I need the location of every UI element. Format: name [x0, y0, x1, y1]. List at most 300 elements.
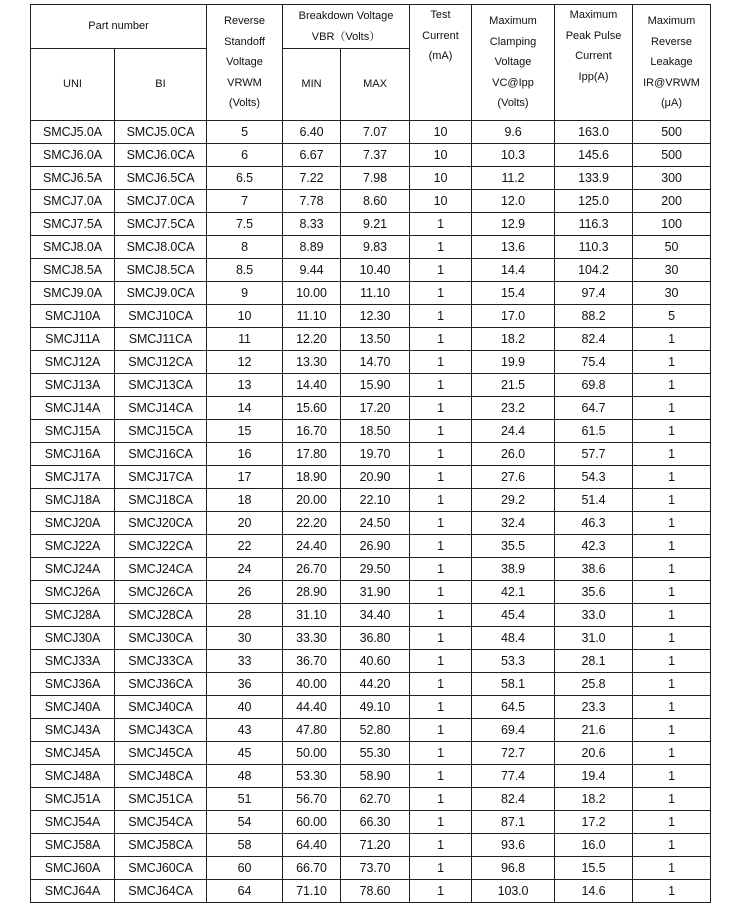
bi-part-cell: SMCJ11CA — [115, 328, 207, 351]
bi-part-cell: SMCJ12CA — [115, 351, 207, 374]
bi-part-cell: SMCJ51CA — [115, 788, 207, 811]
vrwm-cell: 20 — [207, 512, 283, 535]
peak-pulse-current-cell: 35.6 — [555, 581, 633, 604]
test-current-cell: 1 — [410, 259, 472, 282]
vbr-min-cell: 36.70 — [283, 650, 341, 673]
uni-part-cell: SMCJ10A — [31, 305, 115, 328]
test-current-cell: 1 — [410, 535, 472, 558]
vbr-max-cell: 66.30 — [341, 811, 410, 834]
bi-part-cell: SMCJ28CA — [115, 604, 207, 627]
clamping-voltage-cell: 58.1 — [472, 673, 555, 696]
reverse-leakage-cell: 1 — [633, 535, 711, 558]
clamping-voltage-cell: 12.9 — [472, 213, 555, 236]
vrwm-cell: 22 — [207, 535, 283, 558]
table-row — [31, 857, 711, 880]
peak-pulse-current-cell: 38.6 — [555, 558, 633, 581]
peak-pulse-current-cell: 16.0 — [555, 834, 633, 857]
clamping-voltage-cell: 72.7 — [472, 742, 555, 765]
bi-part-cell: SMCJ6.5CA — [115, 167, 207, 190]
test-current-cell: 1 — [410, 696, 472, 719]
uni-part-cell: SMCJ58A — [31, 834, 115, 857]
reverse-leakage-cell: 5 — [633, 305, 711, 328]
vbr-max-cell: 40.60 — [341, 650, 410, 673]
table-row — [31, 581, 711, 604]
uni-part-cell: SMCJ45A — [31, 742, 115, 765]
vrwm-cell: 58 — [207, 834, 283, 857]
reverse-leakage-cell: 50 — [633, 236, 711, 259]
vbr-max-cell: 10.40 — [341, 259, 410, 282]
test-current-cell: 1 — [410, 512, 472, 535]
vbr-min-cell: 6.67 — [283, 144, 341, 167]
bi-part-cell: SMCJ15CA — [115, 420, 207, 443]
vrwm-cell: 30 — [207, 627, 283, 650]
vbr-max-cell: 29.50 — [341, 558, 410, 581]
vbr-min-cell: 60.00 — [283, 811, 341, 834]
test-current-cell: 1 — [410, 397, 472, 420]
peak-pulse-current-cell: 18.2 — [555, 788, 633, 811]
peak-pulse-current-cell: 116.3 — [555, 213, 633, 236]
test-current-cell: 10 — [410, 121, 472, 144]
clamping-voltage-cell: 17.0 — [472, 305, 555, 328]
vbr-min-cell: 9.44 — [283, 259, 341, 282]
peak-pulse-current-cell: 20.6 — [555, 742, 633, 765]
reverse-leakage-cell: 1 — [633, 328, 711, 351]
vbr-max-cell: 31.90 — [341, 581, 410, 604]
vrwm-cell: 14 — [207, 397, 283, 420]
test-current-cell: 1 — [410, 811, 472, 834]
vrwm-cell: 28 — [207, 604, 283, 627]
reverse-leakage-cell: 1 — [633, 765, 711, 788]
table-row — [31, 328, 711, 351]
reverse-leakage-cell: 1 — [633, 880, 711, 903]
reverse-leakage-cell: 1 — [633, 857, 711, 880]
vbr-min-cell: 31.10 — [283, 604, 341, 627]
reverse-leakage-cell: 1 — [633, 627, 711, 650]
vrwm-cell: 51 — [207, 788, 283, 811]
clamping-voltage-cell: 87.1 — [472, 811, 555, 834]
vbr-min-cell: 44.40 — [283, 696, 341, 719]
uni-part-cell: SMCJ6.0A — [31, 144, 115, 167]
vbr-max-cell: 44.20 — [341, 673, 410, 696]
vbr-min-cell: 24.40 — [283, 535, 341, 558]
reverse-leakage-cell: 300 — [633, 167, 711, 190]
vbr-max-cell: 55.30 — [341, 742, 410, 765]
vbr-max-cell: 73.70 — [341, 857, 410, 880]
peak-pulse-current-cell: 61.5 — [555, 420, 633, 443]
vbr-min-cell: 22.20 — [283, 512, 341, 535]
clamping-voltage-cell: 35.5 — [472, 535, 555, 558]
vbr-max-cell: 8.60 — [341, 190, 410, 213]
peak-pulse-current-cell: 17.2 — [555, 811, 633, 834]
uni-header: UNI — [31, 49, 115, 121]
clamping-voltage-cell: 32.4 — [472, 512, 555, 535]
peak-pulse-current-cell: 21.6 — [555, 719, 633, 742]
peak-pulse-current-cell: 42.3 — [555, 535, 633, 558]
test-current-cell: 1 — [410, 834, 472, 857]
table-row — [31, 535, 711, 558]
table-row — [31, 259, 711, 282]
table-row — [31, 466, 711, 489]
clamping-voltage-cell: 42.1 — [472, 581, 555, 604]
vbr-max-cell: 26.90 — [341, 535, 410, 558]
vbr-max-cell: 18.50 — [341, 420, 410, 443]
table-row — [31, 351, 711, 374]
table-row — [31, 282, 711, 305]
table-row — [31, 604, 711, 627]
test-current-cell: 1 — [410, 650, 472, 673]
bi-part-cell: SMCJ10CA — [115, 305, 207, 328]
peak-pulse-current-header: Maximum Peak Pulse Current Ipp(A) — [555, 5, 633, 121]
vbr-max-cell: 7.07 — [341, 121, 410, 144]
tvs-spec-table — [30, 4, 711, 903]
vbr-min-cell: 47.80 — [283, 719, 341, 742]
table-row — [31, 397, 711, 420]
vbr-min-cell: 18.90 — [283, 466, 341, 489]
vrwm-cell: 5 — [207, 121, 283, 144]
vbr-min-cell: 12.20 — [283, 328, 341, 351]
vbr-min-cell: 20.00 — [283, 489, 341, 512]
vrwm-cell: 6.5 — [207, 167, 283, 190]
test-current-cell: 1 — [410, 236, 472, 259]
clamping-voltage-cell: 48.4 — [472, 627, 555, 650]
vrwm-cell: 60 — [207, 857, 283, 880]
clamping-voltage-cell: 82.4 — [472, 788, 555, 811]
peak-pulse-current-cell: 97.4 — [555, 282, 633, 305]
reverse-leakage-cell: 1 — [633, 650, 711, 673]
vbr-max-cell: 19.70 — [341, 443, 410, 466]
table-row — [31, 213, 711, 236]
reverse-leakage-cell: 1 — [633, 443, 711, 466]
uni-part-cell: SMCJ7.5A — [31, 213, 115, 236]
peak-pulse-current-cell: 15.5 — [555, 857, 633, 880]
reverse-leakage-cell: 1 — [633, 742, 711, 765]
test-current-header: Test Current (mA) — [410, 5, 472, 121]
test-current-cell: 1 — [410, 466, 472, 489]
peak-pulse-current-cell: 28.1 — [555, 650, 633, 673]
vrwm-cell: 16 — [207, 443, 283, 466]
vbr-min-cell: 53.30 — [283, 765, 341, 788]
test-current-cell: 1 — [410, 857, 472, 880]
uni-part-cell: SMCJ5.0A — [31, 121, 115, 144]
vbr-max-cell: 17.20 — [341, 397, 410, 420]
vrwm-cell: 26 — [207, 581, 283, 604]
vbr-min-cell: 14.40 — [283, 374, 341, 397]
vbr-max-cell: 9.83 — [341, 236, 410, 259]
uni-part-cell: SMCJ30A — [31, 627, 115, 650]
reverse-leakage-cell: 1 — [633, 673, 711, 696]
vbr-min-cell: 17.80 — [283, 443, 341, 466]
bi-part-cell: SMCJ17CA — [115, 466, 207, 489]
vbr-min-header: MIN — [283, 49, 341, 121]
test-current-cell: 1 — [410, 765, 472, 788]
vbr-min-cell: 16.70 — [283, 420, 341, 443]
peak-pulse-current-cell: 75.4 — [555, 351, 633, 374]
test-current-cell: 1 — [410, 213, 472, 236]
vbr-max-cell: 49.10 — [341, 696, 410, 719]
peak-pulse-current-cell: 14.6 — [555, 880, 633, 903]
uni-part-cell: SMCJ9.0A — [31, 282, 115, 305]
vbr-max-cell: 9.21 — [341, 213, 410, 236]
peak-pulse-current-cell: 125.0 — [555, 190, 633, 213]
test-current-cell: 1 — [410, 880, 472, 903]
uni-part-cell: SMCJ28A — [31, 604, 115, 627]
test-current-cell: 1 — [410, 581, 472, 604]
reverse-leakage-cell: 1 — [633, 466, 711, 489]
reverse-leakage-cell: 1 — [633, 696, 711, 719]
uni-part-cell: SMCJ54A — [31, 811, 115, 834]
vbr-max-cell: 22.10 — [341, 489, 410, 512]
reverse-leakage-cell: 1 — [633, 420, 711, 443]
table-row — [31, 811, 711, 834]
table-row — [31, 880, 711, 903]
clamping-voltage-cell: 12.0 — [472, 190, 555, 213]
vbr-min-cell: 64.40 — [283, 834, 341, 857]
peak-pulse-current-cell: 133.9 — [555, 167, 633, 190]
reverse-leakage-cell: 1 — [633, 719, 711, 742]
uni-part-cell: SMCJ6.5A — [31, 167, 115, 190]
uni-part-cell: SMCJ20A — [31, 512, 115, 535]
table-row — [31, 190, 711, 213]
clamping-voltage-cell: 15.4 — [472, 282, 555, 305]
vbr-min-cell: 50.00 — [283, 742, 341, 765]
test-current-cell: 10 — [410, 190, 472, 213]
bi-part-cell: SMCJ20CA — [115, 512, 207, 535]
test-current-cell: 1 — [410, 282, 472, 305]
table-row — [31, 443, 711, 466]
clamping-voltage-cell: 29.2 — [472, 489, 555, 512]
clamping-voltage-cell: 26.0 — [472, 443, 555, 466]
vbr-min-cell: 11.10 — [283, 305, 341, 328]
test-current-cell: 1 — [410, 374, 472, 397]
vrwm-cell: 15 — [207, 420, 283, 443]
bi-part-cell: SMCJ43CA — [115, 719, 207, 742]
vbr-max-cell: 78.60 — [341, 880, 410, 903]
vbr-max-cell: 24.50 — [341, 512, 410, 535]
peak-pulse-current-cell: 31.0 — [555, 627, 633, 650]
clamping-voltage-cell: 103.0 — [472, 880, 555, 903]
clamping-voltage-cell: 21.5 — [472, 374, 555, 397]
standoff-voltage-header: Reverse Standoff Voltage VRWM (Volts) — [207, 5, 283, 121]
bi-part-cell: SMCJ18CA — [115, 489, 207, 512]
clamping-voltage-cell: 27.6 — [472, 466, 555, 489]
peak-pulse-current-cell: 64.7 — [555, 397, 633, 420]
clamping-voltage-cell: 53.3 — [472, 650, 555, 673]
peak-pulse-current-cell: 54.3 — [555, 466, 633, 489]
table-row — [31, 489, 711, 512]
table-row — [31, 305, 711, 328]
peak-pulse-current-cell: 110.3 — [555, 236, 633, 259]
bi-part-cell: SMCJ45CA — [115, 742, 207, 765]
reverse-leakage-header: Maximum Reverse Leakage IR@VRWM (μA) — [633, 5, 711, 121]
bi-part-cell: SMCJ13CA — [115, 374, 207, 397]
peak-pulse-current-cell: 69.8 — [555, 374, 633, 397]
vrwm-cell: 54 — [207, 811, 283, 834]
vbr-min-cell: 56.70 — [283, 788, 341, 811]
vrwm-cell: 24 — [207, 558, 283, 581]
test-current-cell: 1 — [410, 604, 472, 627]
vrwm-cell: 17 — [207, 466, 283, 489]
vrwm-cell: 64 — [207, 880, 283, 903]
table-row — [31, 236, 711, 259]
vbr-min-cell: 15.60 — [283, 397, 341, 420]
uni-part-cell: SMCJ11A — [31, 328, 115, 351]
uni-part-cell: SMCJ48A — [31, 765, 115, 788]
vbr-min-cell: 66.70 — [283, 857, 341, 880]
reverse-leakage-cell: 100 — [633, 213, 711, 236]
uni-part-cell: SMCJ17A — [31, 466, 115, 489]
clamping-voltage-cell: 18.2 — [472, 328, 555, 351]
peak-pulse-current-cell: 145.6 — [555, 144, 633, 167]
vrwm-cell: 7.5 — [207, 213, 283, 236]
clamping-voltage-cell: 64.5 — [472, 696, 555, 719]
test-current-cell: 1 — [410, 788, 472, 811]
peak-pulse-current-cell: 25.8 — [555, 673, 633, 696]
clamping-voltage-cell: 24.4 — [472, 420, 555, 443]
vbr-min-cell: 6.40 — [283, 121, 341, 144]
uni-part-cell: SMCJ36A — [31, 673, 115, 696]
bi-part-cell: SMCJ16CA — [115, 443, 207, 466]
table-row — [31, 673, 711, 696]
uni-part-cell: SMCJ51A — [31, 788, 115, 811]
clamping-voltage-cell: 13.6 — [472, 236, 555, 259]
test-current-cell: 1 — [410, 673, 472, 696]
reverse-leakage-cell: 500 — [633, 121, 711, 144]
table-row — [31, 788, 711, 811]
reverse-leakage-cell: 200 — [633, 190, 711, 213]
clamping-voltage-cell: 19.9 — [472, 351, 555, 374]
table-row — [31, 834, 711, 857]
vbr-min-cell: 13.30 — [283, 351, 341, 374]
table-row — [31, 627, 711, 650]
test-current-cell: 1 — [410, 443, 472, 466]
vrwm-cell: 11 — [207, 328, 283, 351]
reverse-leakage-cell: 1 — [633, 604, 711, 627]
vbr-min-cell: 8.33 — [283, 213, 341, 236]
bi-part-cell: SMCJ8.0CA — [115, 236, 207, 259]
vbr-min-cell: 28.90 — [283, 581, 341, 604]
uni-part-cell: SMCJ14A — [31, 397, 115, 420]
bi-part-cell: SMCJ54CA — [115, 811, 207, 834]
vrwm-cell: 13 — [207, 374, 283, 397]
header-row-top — [31, 5, 711, 49]
vrwm-cell: 8 — [207, 236, 283, 259]
vbr-max-cell: 7.98 — [341, 167, 410, 190]
vrwm-cell: 9 — [207, 282, 283, 305]
reverse-leakage-cell: 1 — [633, 558, 711, 581]
clamping-voltage-cell: 10.3 — [472, 144, 555, 167]
bi-part-cell: SMCJ36CA — [115, 673, 207, 696]
vbr-max-header: MAX — [341, 49, 410, 121]
vbr-max-cell: 62.70 — [341, 788, 410, 811]
uni-part-cell: SMCJ40A — [31, 696, 115, 719]
uni-part-cell: SMCJ12A — [31, 351, 115, 374]
bi-part-cell: SMCJ7.5CA — [115, 213, 207, 236]
reverse-leakage-cell: 30 — [633, 282, 711, 305]
vrwm-cell: 33 — [207, 650, 283, 673]
bi-part-cell: SMCJ8.5CA — [115, 259, 207, 282]
table-row — [31, 374, 711, 397]
table-body — [31, 121, 711, 903]
peak-pulse-current-cell: 33.0 — [555, 604, 633, 627]
test-current-cell: 1 — [410, 627, 472, 650]
reverse-leakage-cell: 500 — [633, 144, 711, 167]
bi-header: BI — [115, 49, 207, 121]
uni-part-cell: SMCJ8.5A — [31, 259, 115, 282]
vbr-min-cell: 7.22 — [283, 167, 341, 190]
peak-pulse-current-cell: 23.3 — [555, 696, 633, 719]
reverse-leakage-cell: 1 — [633, 489, 711, 512]
bi-part-cell: SMCJ30CA — [115, 627, 207, 650]
vbr-max-cell: 13.50 — [341, 328, 410, 351]
bi-part-cell: SMCJ14CA — [115, 397, 207, 420]
peak-pulse-current-cell: 82.4 — [555, 328, 633, 351]
table-row — [31, 558, 711, 581]
reverse-leakage-cell: 1 — [633, 512, 711, 535]
vrwm-cell: 10 — [207, 305, 283, 328]
clamping-voltage-cell: 69.4 — [472, 719, 555, 742]
table-row — [31, 420, 711, 443]
vbr-max-cell: 36.80 — [341, 627, 410, 650]
peak-pulse-current-cell: 19.4 — [555, 765, 633, 788]
test-current-cell: 1 — [410, 305, 472, 328]
vrwm-cell: 8.5 — [207, 259, 283, 282]
reverse-leakage-cell: 30 — [633, 259, 711, 282]
vbr-min-cell: 10.00 — [283, 282, 341, 305]
reverse-leakage-cell: 1 — [633, 397, 711, 420]
reverse-leakage-cell: 1 — [633, 811, 711, 834]
clamping-voltage-cell: 11.2 — [472, 167, 555, 190]
test-current-cell: 1 — [410, 328, 472, 351]
vrwm-cell: 48 — [207, 765, 283, 788]
clamping-voltage-cell: 9.6 — [472, 121, 555, 144]
bi-part-cell: SMCJ48CA — [115, 765, 207, 788]
vbr-min-cell: 71.10 — [283, 880, 341, 903]
test-current-cell: 1 — [410, 719, 472, 742]
vbr-min-cell: 7.78 — [283, 190, 341, 213]
test-current-cell: 1 — [410, 742, 472, 765]
spec-table-container — [30, 4, 711, 903]
vbr-min-cell: 40.00 — [283, 673, 341, 696]
uni-part-cell: SMCJ7.0A — [31, 190, 115, 213]
vrwm-cell: 45 — [207, 742, 283, 765]
reverse-leakage-cell: 1 — [633, 374, 711, 397]
uni-part-cell: SMCJ33A — [31, 650, 115, 673]
uni-part-cell: SMCJ60A — [31, 857, 115, 880]
vrwm-cell: 43 — [207, 719, 283, 742]
bi-part-cell: SMCJ26CA — [115, 581, 207, 604]
reverse-leakage-cell: 1 — [633, 788, 711, 811]
peak-pulse-current-cell: 88.2 — [555, 305, 633, 328]
clamping-voltage-cell: 38.9 — [472, 558, 555, 581]
bi-part-cell: SMCJ9.0CA — [115, 282, 207, 305]
vbr-max-cell: 71.20 — [341, 834, 410, 857]
part-number-header: Part number — [31, 5, 207, 49]
breakdown-voltage-header: Breakdown Voltage VBR（Volts） — [283, 5, 410, 49]
bi-part-cell: SMCJ5.0CA — [115, 121, 207, 144]
bi-part-cell: SMCJ33CA — [115, 650, 207, 673]
uni-part-cell: SMCJ18A — [31, 489, 115, 512]
test-current-cell: 1 — [410, 351, 472, 374]
table-row — [31, 742, 711, 765]
peak-pulse-current-cell: 46.3 — [555, 512, 633, 535]
vbr-max-cell: 34.40 — [341, 604, 410, 627]
uni-part-cell: SMCJ22A — [31, 535, 115, 558]
uni-part-cell: SMCJ13A — [31, 374, 115, 397]
bi-part-cell: SMCJ7.0CA — [115, 190, 207, 213]
bi-part-cell: SMCJ40CA — [115, 696, 207, 719]
uni-part-cell: SMCJ43A — [31, 719, 115, 742]
vbr-max-cell: 7.37 — [341, 144, 410, 167]
